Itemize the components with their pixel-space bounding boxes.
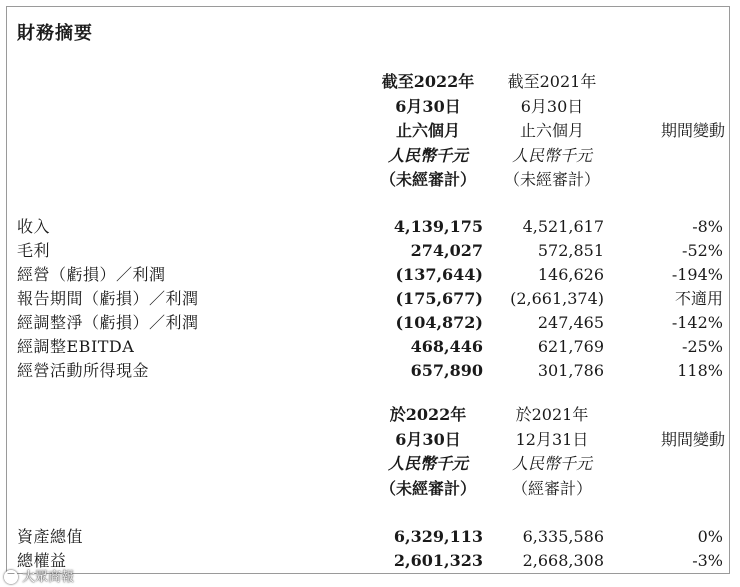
- row-current-value: (137,644): [395, 265, 483, 284]
- header1-current-line: （未經審計）: [379, 170, 476, 189]
- row-current-value: (175,677): [395, 289, 483, 308]
- row-previous-value: 572,851: [537, 241, 604, 260]
- header1-previous-line: 6月30日: [520, 96, 584, 116]
- table-row: [0, 549, 740, 573]
- watermark-text: 大眾商報: [22, 570, 75, 585]
- header2-current-line: 6月30日: [395, 429, 461, 449]
- row-change-value: -25%: [682, 337, 723, 356]
- row-label: 報告期間（虧損）／利潤: [17, 289, 199, 308]
- header1-previous-line: 止六個月: [519, 121, 584, 140]
- header1-current-line: 截至2022年: [381, 72, 475, 91]
- header1-previous-line: 人民幣千元: [511, 145, 592, 165]
- row-label: 經營（虧損）／利潤: [17, 265, 166, 284]
- row-label: 毛利: [17, 241, 51, 260]
- table-row: [0, 215, 740, 239]
- row-previous-value: 247,465: [537, 313, 604, 332]
- header1-current-line: 人民幣千元: [387, 145, 468, 165]
- row-current-value: 4,139,175: [393, 217, 483, 236]
- header1-current-line: 6月30日: [395, 96, 461, 116]
- header2-previous-line: 12月31日: [515, 429, 589, 449]
- row-label: 資產總值: [17, 527, 84, 546]
- row-label: 收入: [17, 217, 51, 236]
- header2-previous-line: 人民幣千元: [511, 454, 592, 473]
- row-current-value: 274,027: [410, 241, 483, 260]
- row-change-value: -142%: [671, 313, 723, 332]
- row-current-value: 6,329,113: [393, 527, 483, 546]
- table-row: [0, 239, 740, 263]
- row-previous-value: 146,626: [537, 265, 604, 284]
- page-title: 財務摘要: [17, 23, 93, 44]
- header1-change: 期間變動: [660, 121, 725, 140]
- table-row: [0, 335, 740, 359]
- row-label: 經調整EBITDA: [17, 337, 135, 356]
- table-row: [0, 359, 740, 383]
- row-change-value: -52%: [682, 241, 723, 260]
- table-row: [0, 263, 740, 287]
- table-row: [0, 525, 740, 549]
- header2-current-line: （未經審計）: [379, 478, 476, 498]
- row-change-value: -8%: [692, 217, 723, 236]
- header2-current-line: 人民幣千元: [387, 454, 468, 473]
- row-previous-value: 2,668,308: [522, 551, 604, 570]
- row-label: 經調整淨（虧損）／利潤: [17, 313, 199, 332]
- row-previous-value: 621,769: [537, 337, 604, 356]
- header2-previous: [493, 403, 611, 501]
- table-row: [0, 311, 740, 335]
- header1-previous-line: （未經審計）: [503, 170, 600, 189]
- row-current-value: 657,890: [410, 361, 483, 380]
- row-label: 總權益: [17, 551, 67, 570]
- row-previous-value: 4,521,617: [522, 217, 604, 236]
- header2-previous-line: （經審計）: [511, 478, 592, 498]
- row-current-value: 468,446: [410, 337, 483, 356]
- row-change-value: 0%: [697, 527, 723, 546]
- header1-previous: [493, 70, 611, 193]
- header1-current: [368, 70, 488, 193]
- row-change-value: -194%: [671, 265, 723, 284]
- row-previous-value: 6,335,586: [522, 527, 604, 546]
- header2-current: [368, 403, 488, 501]
- header2-change: 期間變動: [660, 430, 725, 449]
- header2-current-line: 於2022年: [389, 405, 467, 424]
- row-previous-value: 301,786: [537, 361, 604, 380]
- row-current-value: (104,872): [395, 313, 483, 332]
- row-previous-value: (2,661,374): [510, 289, 604, 308]
- row-change-value: 不適用: [674, 289, 723, 308]
- watermark: [4, 566, 74, 585]
- header2-previous-line: 於2021年: [515, 405, 589, 424]
- header1-previous-line: 截至2021年: [507, 72, 597, 91]
- row-current-value: 2,601,323: [393, 551, 483, 570]
- table-row: [0, 287, 740, 311]
- row-change-value: 118%: [677, 361, 723, 380]
- row-change-value: -3%: [692, 551, 723, 570]
- row-label: 經營活動所得現金: [17, 361, 150, 380]
- header1-current-line: 止六個月: [395, 121, 460, 140]
- watermark-logo-icon: [4, 570, 18, 584]
